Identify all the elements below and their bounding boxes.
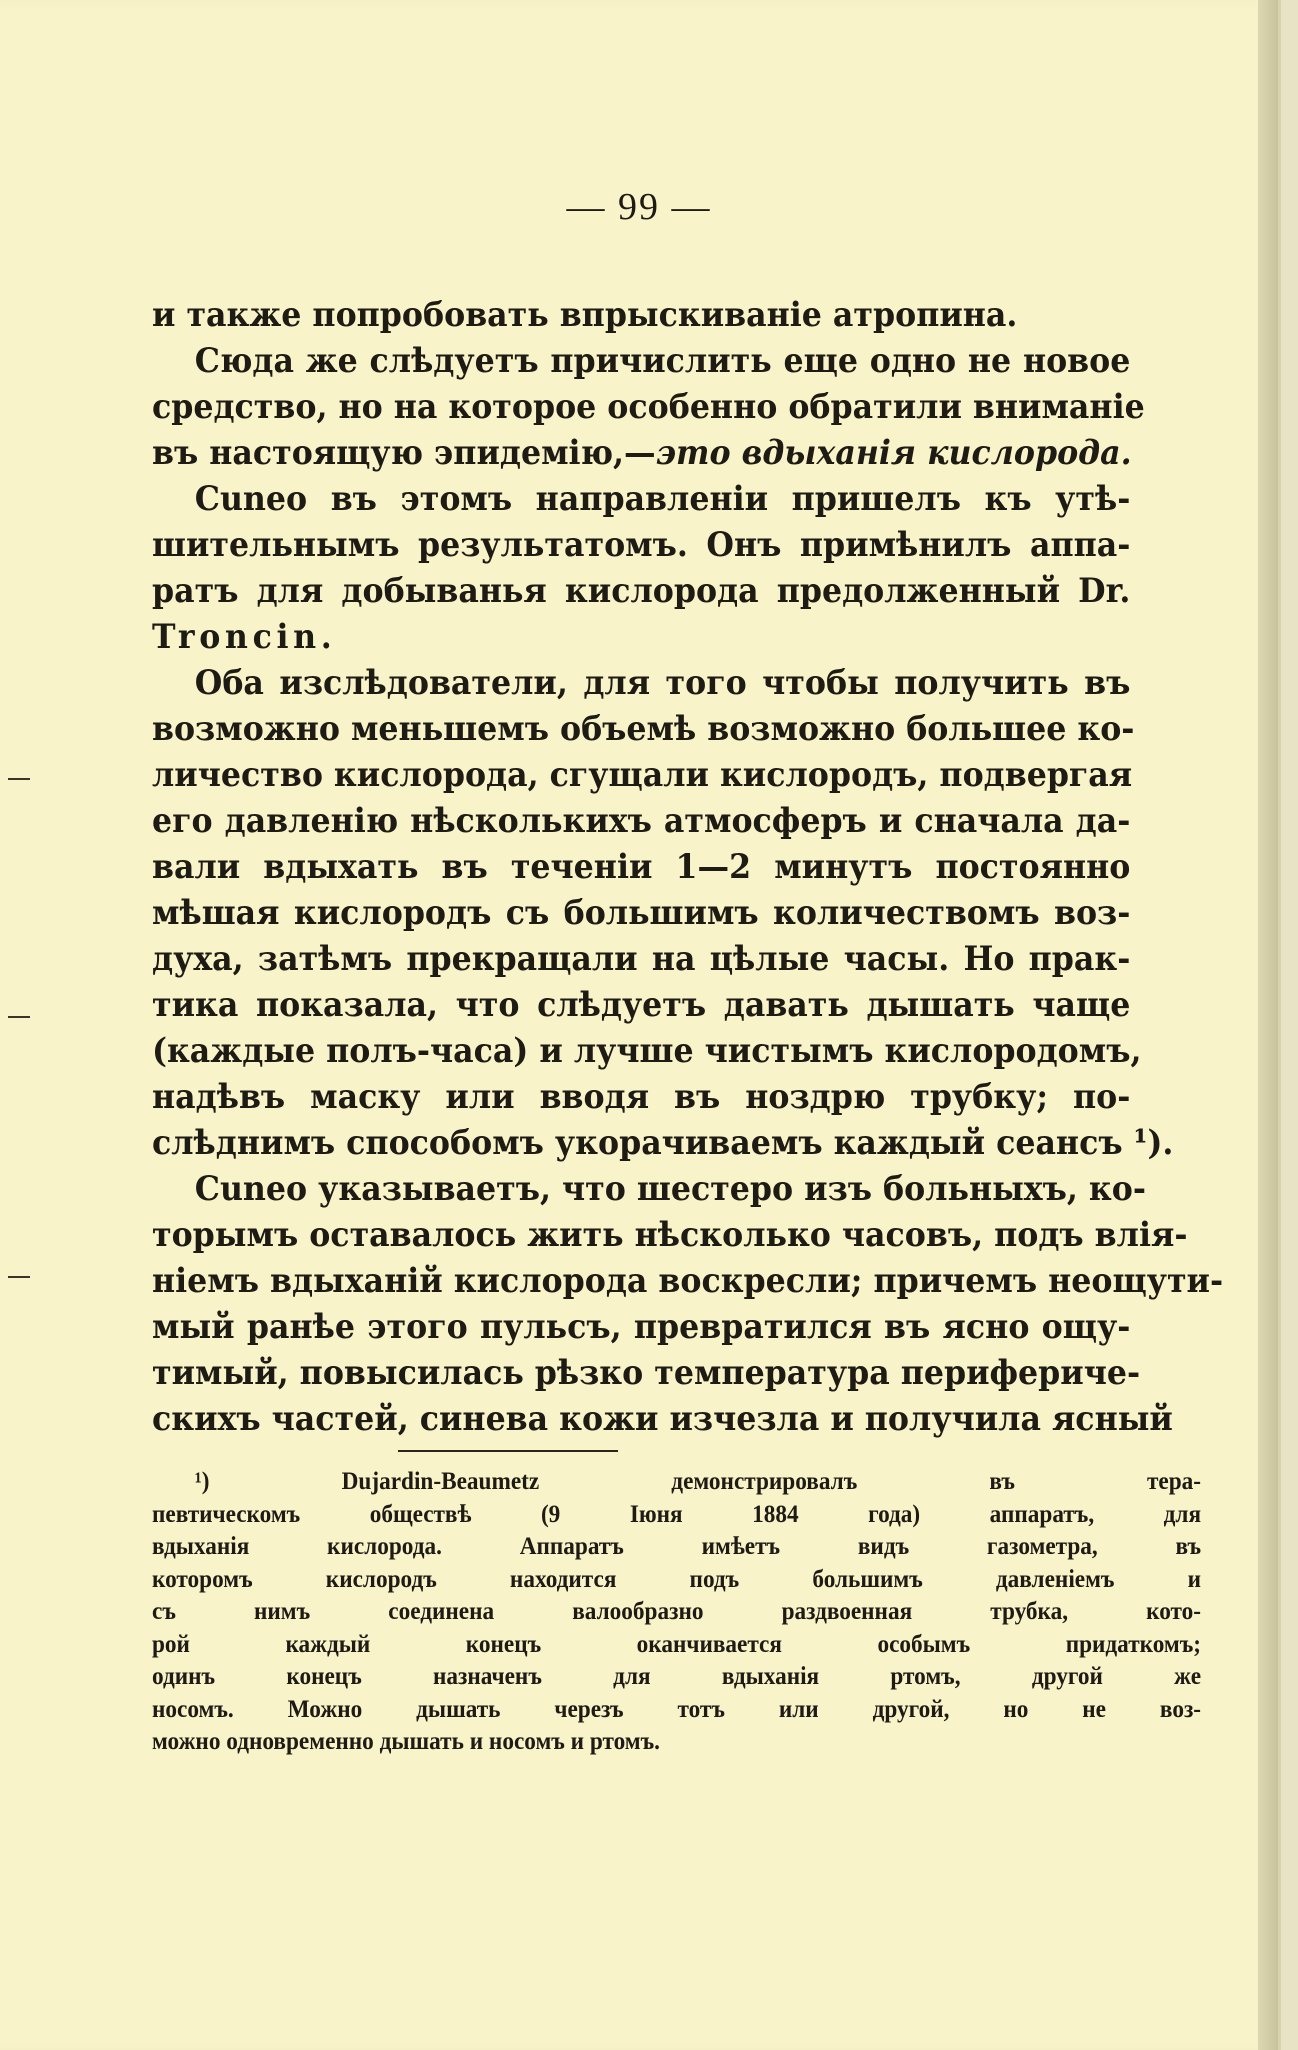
text-line-text: надѣвъ маску или вводя въ ноздрю трубку; по- bbox=[152, 1077, 1131, 1117]
text-line-text: Cuneo указываетъ, что шестеро изъ больныхъ, ко- bbox=[194, 1169, 1146, 1209]
text-line bbox=[152, 1396, 1173, 1442]
text-line bbox=[152, 798, 1130, 844]
footnote-line-text: рой каждый конецъ оканчивается особымъ придаткомъ; bbox=[152, 1630, 1202, 1658]
footnote-line-text: одинъ конецъ назначенъ для вдыханія ртомъ, другой же bbox=[152, 1663, 1202, 1690]
main-text-lines bbox=[152, 292, 1224, 1442]
text-line bbox=[152, 752, 1133, 798]
text-line bbox=[152, 1304, 1130, 1350]
text-line-text: и также попробовать впрыскиваніе атропина. bbox=[152, 295, 1018, 335]
footnote-lines bbox=[152, 1466, 1201, 1759]
margin-mark bbox=[8, 1016, 30, 1018]
text-line-text: торымъ оставалось жить нѣсколько часовъ, подъ влія- bbox=[152, 1215, 1188, 1255]
text-line bbox=[152, 660, 1130, 706]
footnote-line bbox=[152, 1661, 1201, 1694]
footnote-line bbox=[152, 1726, 1201, 1759]
page-edge bbox=[1258, 0, 1278, 2050]
text-line-text: тика показала, что слѣдуетъ давать дышать чаще bbox=[152, 985, 1131, 1025]
text-line bbox=[152, 384, 1145, 430]
footnote-line-text: ¹) Dujardin-Beaumetz демонстрировалъ въ тера- bbox=[194, 1468, 1202, 1495]
text-line-text: тимый, повысилась рѣзко температура перифериче- bbox=[152, 1353, 1141, 1393]
text-line bbox=[152, 1212, 1188, 1258]
footnote-line bbox=[152, 1629, 1201, 1662]
text-line-text: Cuneo въ этомъ направленіи пришелъ къ утѣ- bbox=[194, 479, 1131, 519]
footnote-line-text: можно одновременно дышать и носомъ и ртомъ. bbox=[152, 1728, 660, 1755]
text-line bbox=[152, 522, 1130, 568]
text-line bbox=[152, 1120, 1174, 1166]
text-line bbox=[152, 338, 1130, 384]
text-line bbox=[152, 1074, 1130, 1120]
text-line-text: мѣшая кислородъ съ большимъ количествомъ воз- bbox=[152, 893, 1131, 933]
text-line-text: (каждые полъ-часа) и лучше чистымъ кислородомъ, bbox=[152, 1031, 1142, 1071]
text-line bbox=[152, 1166, 1146, 1212]
text-line bbox=[152, 844, 1130, 890]
footnote-line bbox=[152, 1694, 1201, 1727]
text-line-text: слѣднимъ способомъ укорачиваемъ каждый сеансъ ¹). bbox=[152, 1123, 1174, 1163]
text-line bbox=[152, 568, 1130, 614]
text-line-text: ратъ для добыванья кислорода предолженный Dr. bbox=[152, 571, 1131, 611]
footnote-line-text: съ нимъ соединена валообразно раздвоенная трубка, кото- bbox=[152, 1598, 1202, 1625]
text-line bbox=[152, 936, 1130, 982]
text-line bbox=[152, 1350, 1141, 1396]
footnote-line-text: певтическомъ обществѣ (9 Іюня 1884 года) аппаратъ, для bbox=[152, 1500, 1202, 1528]
text-line-text: ніемъ вдыханій кислорода воскресли; причемъ неощути- bbox=[152, 1261, 1224, 1301]
footnote-line bbox=[152, 1564, 1201, 1597]
text-line bbox=[152, 706, 1135, 752]
text-line-text: возможно меньшемъ объемѣ возможно большее ко- bbox=[152, 709, 1135, 749]
text-line-text: скихъ частей, синева кожи изчезла и получила ясный bbox=[152, 1399, 1173, 1439]
text-line-text: Troncin. bbox=[152, 617, 337, 657]
text-line-text: его давленію нѣсколькихъ атмосферъ и сначала да- bbox=[152, 801, 1131, 841]
text-line bbox=[152, 476, 1130, 522]
footnote-line bbox=[152, 1531, 1201, 1564]
margin-mark bbox=[8, 1276, 30, 1278]
text-line bbox=[152, 890, 1130, 936]
text-line-text: средство, но на которое особенно обратили вниманіе bbox=[152, 387, 1145, 427]
footnote-line-text: которомъ кислородъ находится подъ большимъ давленіемъ и bbox=[152, 1565, 1202, 1593]
text-line-text: мый ранѣе этого пульсъ, превратился въ ясно ощу- bbox=[152, 1307, 1131, 1347]
text-line-text: въ настоящую эпидемію,— bbox=[152, 433, 656, 473]
text-line-text: шительнымъ результатомъ. Онъ примѣнилъ аппа- bbox=[152, 525, 1131, 565]
footnote-line bbox=[152, 1596, 1201, 1629]
text-line bbox=[152, 1258, 1224, 1304]
text-line-text: духа, затѣмъ прекращали на цѣлые часы. Но прак- bbox=[152, 939, 1131, 979]
text-line bbox=[152, 982, 1130, 1028]
footnote bbox=[152, 1466, 1202, 1759]
main-text bbox=[152, 292, 1224, 1442]
text-line-text: личество кислорода, сгущали кислородъ, подвергая bbox=[152, 755, 1133, 795]
footnote-separator bbox=[398, 1450, 618, 1452]
page-number: — 99 — bbox=[566, 186, 712, 228]
footnote-line-text: носомъ. Можно дышать черезъ тотъ или другой, но не воз- bbox=[152, 1695, 1202, 1723]
footnote-line-text: вдыханія кислорода. Аппаратъ имѣетъ видъ газометра, въ bbox=[152, 1533, 1202, 1560]
text-line bbox=[152, 292, 1130, 338]
text-line-text: вали вдыхать въ теченіи 1—2 минутъ постоянно bbox=[152, 847, 1131, 887]
footnote-line bbox=[152, 1499, 1201, 1532]
text-line bbox=[152, 1028, 1142, 1074]
text-line-text: Сюда же слѣдуетъ причислить еще одно не новое bbox=[194, 341, 1131, 381]
footnote-line bbox=[152, 1466, 1201, 1499]
text-line bbox=[152, 614, 1130, 660]
margin-mark bbox=[8, 778, 30, 780]
text-line-italic: это вдыханія кислорода. bbox=[655, 433, 1132, 473]
text-line-text: Оба изслѣдователи, для того чтобы получить въ bbox=[194, 663, 1131, 703]
text-line bbox=[152, 430, 1130, 476]
